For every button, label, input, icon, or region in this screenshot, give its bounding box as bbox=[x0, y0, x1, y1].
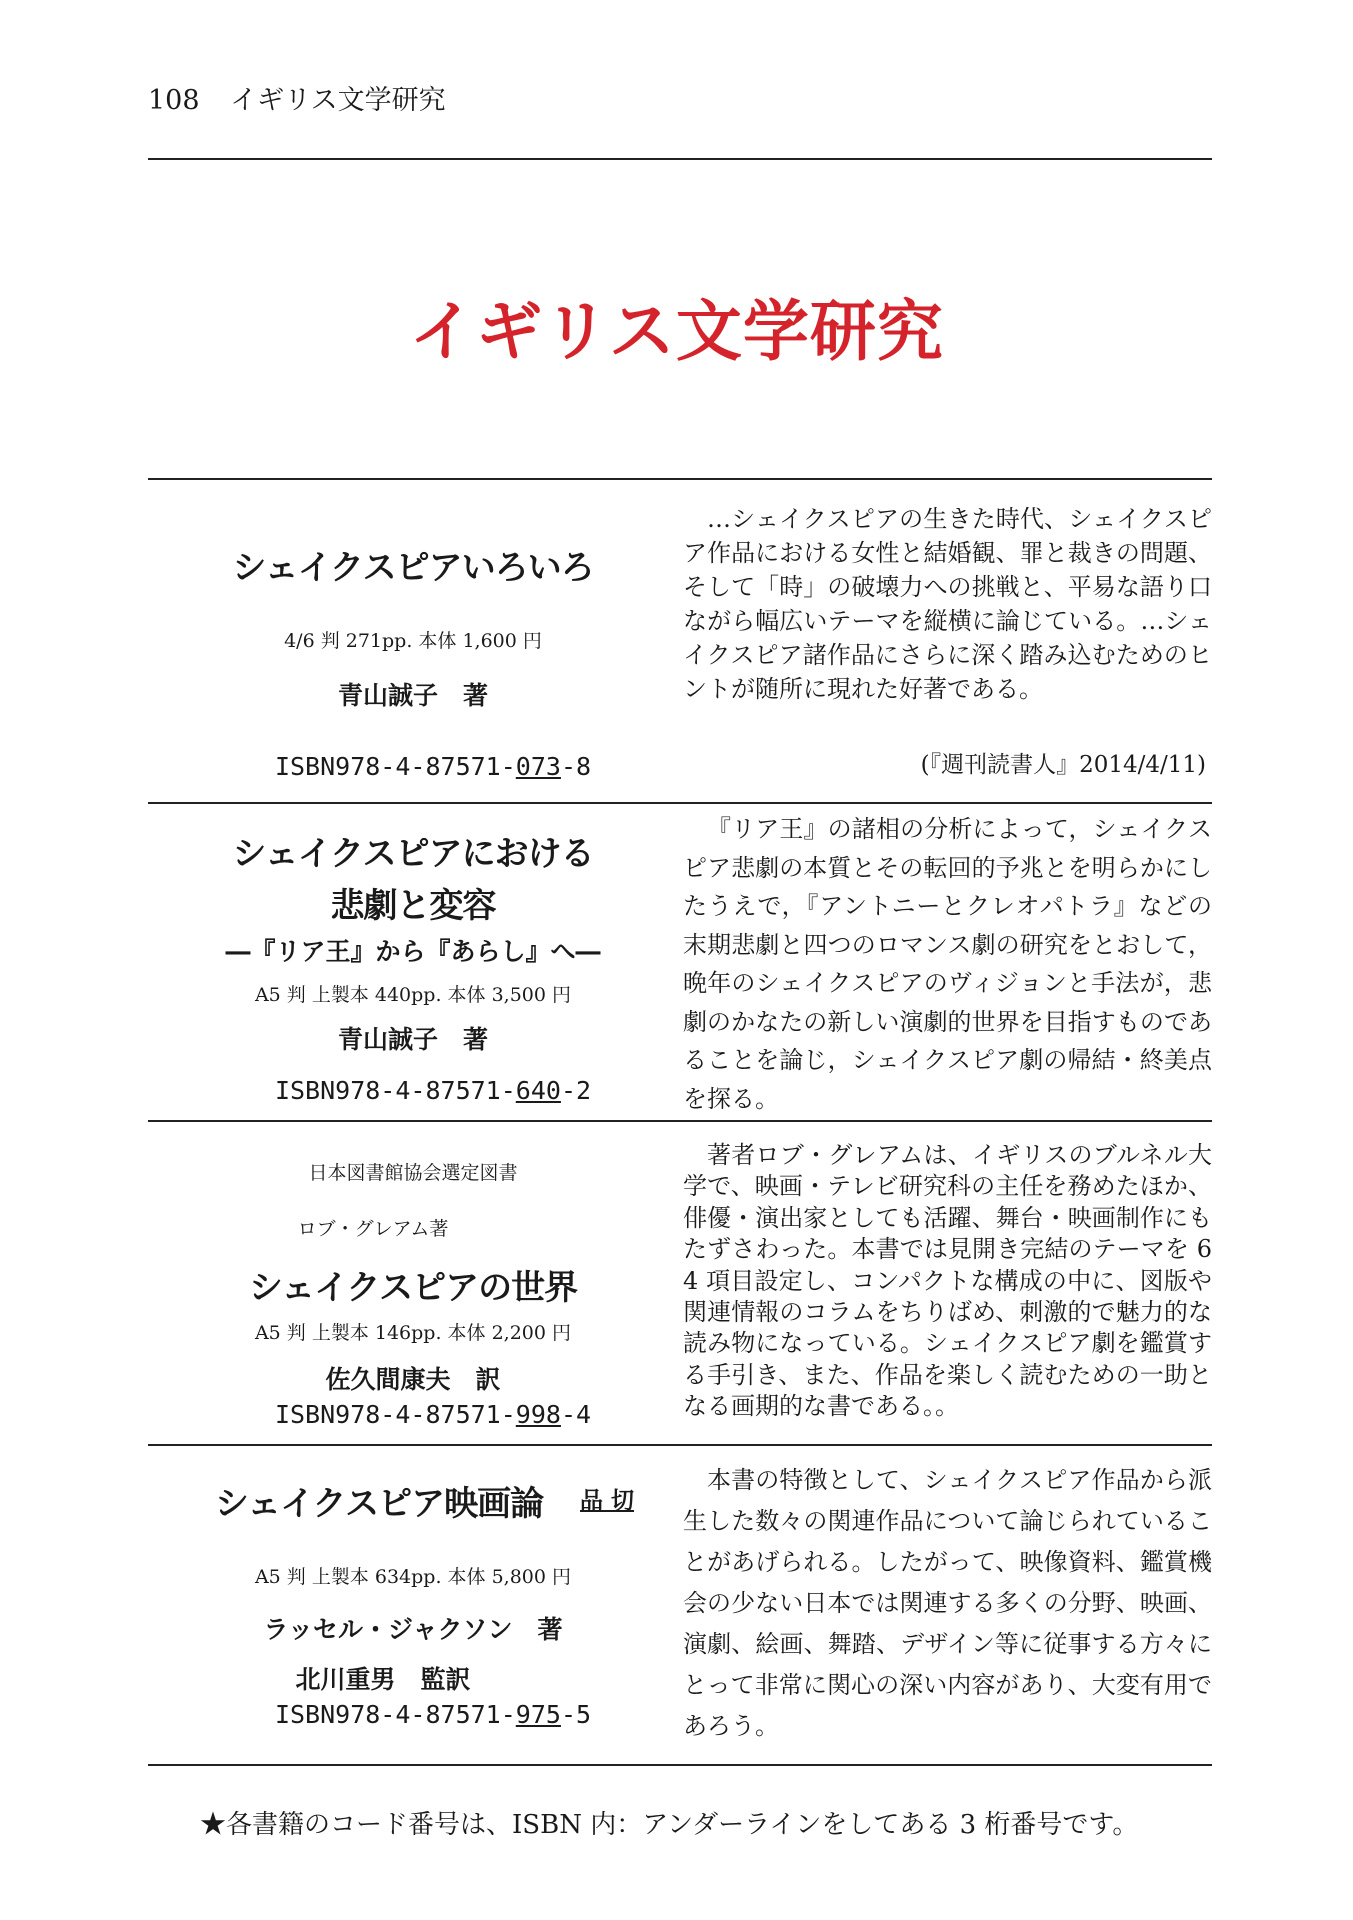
isbn-code: 975 bbox=[515, 1700, 561, 1729]
book-author: 佐久間康夫 訳 bbox=[325, 1365, 501, 1394]
page-number: 108 bbox=[148, 85, 200, 116]
book-description-column bbox=[683, 480, 1212, 802]
table-bottom-rule bbox=[148, 1764, 1212, 1766]
book-entry-3 bbox=[148, 1122, 1212, 1444]
book-info bbox=[148, 804, 678, 1120]
book-entry-2 bbox=[148, 804, 1212, 1120]
book-isbn: ISBN978-4-87571-975-5 bbox=[274, 1700, 592, 1729]
book-supervisor: 北川重男 監訳 bbox=[295, 1665, 471, 1694]
book-author: 青山誠子 著 bbox=[337, 681, 488, 710]
book-description: 本書の特徴として、シェイクスピア作品から派生した数々の関連作品について論じられていることがあげられる。したがって、映像資料、鑑賞機会の少ない日本では関連する多くの分野、映画、演劇、絵画、舞踏、デザイン等に従事する方々にとって非常に関心の深い内容があり、大変有用であろう。 bbox=[683, 1466, 1212, 1740]
book-title-line-2: 悲劇と変容 bbox=[330, 886, 496, 926]
book-spec: A5 判 上製本 146pp. 本体 2,200 円 bbox=[254, 1322, 572, 1344]
sold-out-badge: 品 切 bbox=[580, 1488, 635, 1514]
book-description: 『リア王』の諸相の分析によって，シェイクスピア悲劇の本質とその転回的予兆とを明らかにしたうえで，『アントニーとクレオパトラ』などの末期悲劇と四つのロマンス劇の研究をとおして，晩年のシェイクスピアのヴィジョンと手法が，悲劇のかなたの新しい演劇的世界を目指すものであることを論じ，シェイクスピア劇の帰結・終美点を探る。 bbox=[683, 815, 1212, 1113]
isbn-code: 073 bbox=[515, 752, 561, 781]
book-title: シェイクスピアいろいろ bbox=[232, 548, 594, 588]
book-info bbox=[148, 1446, 678, 1764]
book-isbn: ISBN978-4-87571-073-8 bbox=[274, 752, 592, 781]
book-title-line-1: シェイクスピアにおける bbox=[232, 834, 594, 874]
footnote: ★各書籍のコード番号は、ISBN 内：アンダーラインをしてある 3 桁番号です。 bbox=[200, 1810, 1139, 1840]
book-info bbox=[148, 1122, 678, 1444]
book-description: …シェイクスピアの生きた時代、シェイクスピア作品における女性と結婚観、罪と裁きの問題、そして「時」の破壊力への挑戦と、平易な語り口ながら幅広いテーマを縦横に論じている。…シェイクスピア諸作品にさらに深く踏み込むためのヒントが随所に現れた好著である。 bbox=[683, 505, 1212, 703]
library-selection-badge: 日本図書館協会選定図書 bbox=[308, 1162, 518, 1184]
isbn-code: 640 bbox=[515, 1076, 561, 1105]
header-rule bbox=[148, 158, 1212, 160]
original-author: ロブ・グレアム著 bbox=[297, 1218, 449, 1240]
book-author: 青山誠子 著 bbox=[337, 1025, 488, 1054]
isbn-code: 998 bbox=[515, 1400, 561, 1429]
book-author: ラッセル・ジャクソン 著 bbox=[263, 1615, 563, 1644]
page-title: イギリス文学研究 bbox=[409, 293, 944, 370]
review-source: (『週刊読書人』2014/4/11) bbox=[920, 752, 1206, 778]
book-description-column bbox=[683, 1446, 1212, 1764]
book-spec: A5 判 上製本 440pp. 本体 3,500 円 bbox=[254, 984, 572, 1006]
book-spec: A5 判 上製本 634pp. 本体 5,800 円 bbox=[254, 1566, 572, 1588]
book-title: シェイクスピアの世界 bbox=[248, 1268, 578, 1308]
book-title: シェイクスピア映画論 bbox=[214, 1484, 544, 1524]
book-description-column bbox=[683, 804, 1212, 1120]
book-isbn: ISBN978-4-87571-998-4 bbox=[274, 1400, 592, 1429]
book-entry-1 bbox=[148, 480, 1212, 802]
running-title: イギリス文学研究 bbox=[230, 85, 446, 116]
book-spec: 4/6 判 271pp. 本体 1,600 円 bbox=[284, 630, 542, 652]
book-subtitle: ―『リア王』から『あらし』へ― bbox=[225, 937, 601, 966]
running-header bbox=[148, 78, 446, 117]
book-description: 著者ロブ・グレアムは、イギリスのブルネル大学で、映画・テレビ研究科の主任を務めたほか、俳優・演出家としても活躍、舞台・映画制作にもたずさわった。本書では見開き完結のテーマを 64 項目設定し、コンパクトな構成の中に、図版や関連情報のコラムをちりばめ、刺激的で魅力的な読み物になっている。シェイクスピア劇を鑑賞する手引き、また、作品を楽しく読むための一助となる画期的な書である。。 bbox=[683, 1141, 1212, 1421]
book-description-column bbox=[683, 1122, 1212, 1444]
book-isbn: ISBN978-4-87571-640-2 bbox=[274, 1076, 592, 1105]
book-info bbox=[148, 480, 678, 802]
book-entry-4 bbox=[148, 1446, 1212, 1764]
